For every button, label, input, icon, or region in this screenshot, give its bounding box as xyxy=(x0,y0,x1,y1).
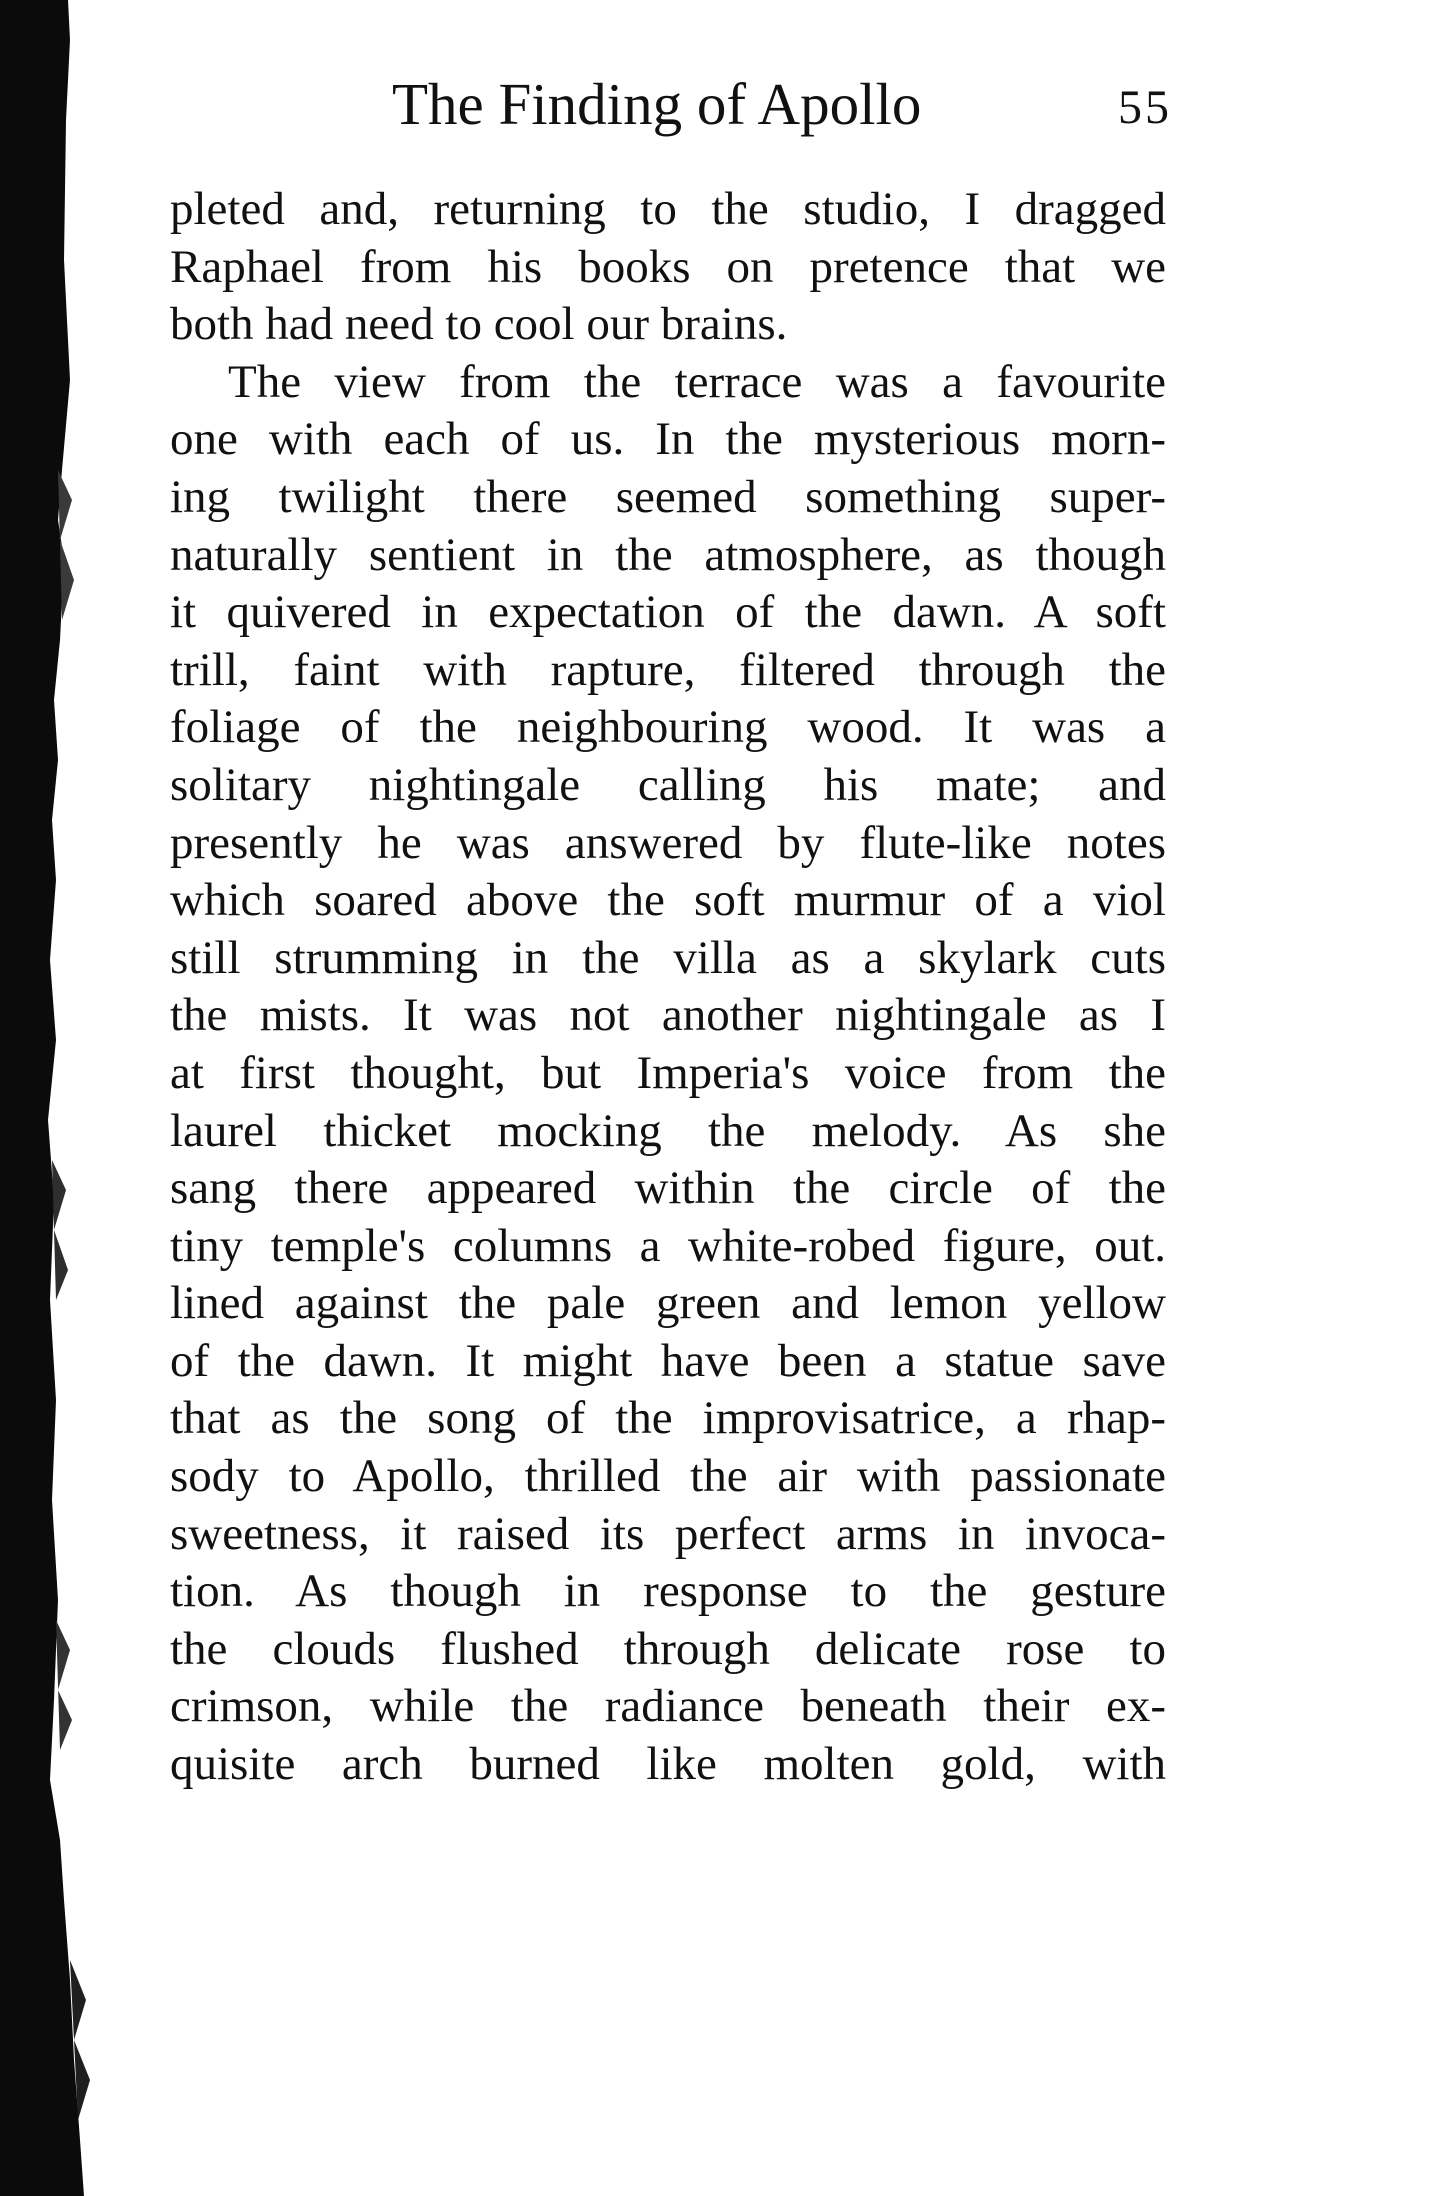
text-line: pleted and, returning to the studio, I dragged xyxy=(170,183,1166,235)
text-line: which soared above the soft murmur of a viol xyxy=(170,874,1166,927)
text-line: laurel thicket mocking the melody. As she xyxy=(170,1104,1166,1157)
running-head xyxy=(392,68,1172,140)
text-line: it quivered in expectation of the dawn. A soft xyxy=(170,586,1166,639)
text-line: sody to Apollo, thrilled the air with passionate xyxy=(170,1450,1166,1503)
running-title: The Finding of Apollo xyxy=(392,71,922,137)
text-line: the clouds flushed through delicate rose to xyxy=(170,1622,1166,1675)
text-line: naturally sentient in the atmosphere, as though xyxy=(170,528,1166,581)
text-line: one with each of us. In the mysterious morn- xyxy=(170,413,1166,466)
text-line: Raphael from his books on pretence that we xyxy=(170,240,1166,293)
text-line: ing twilight there seemed something super- xyxy=(170,470,1166,523)
binding-shadow xyxy=(0,0,100,2196)
text-line: lined against the pale green and lemon yellow xyxy=(170,1277,1166,1330)
text-line: tion. As though in response to the gesture xyxy=(170,1565,1166,1618)
text-line: foliage of the neighbouring wood. It was a xyxy=(170,701,1166,754)
text-line: at first thought, but Imperia's voice from the xyxy=(170,1046,1166,1099)
text-line: of the dawn. It might have been a statue save xyxy=(170,1334,1166,1387)
text-line: sang there appeared within the circle of the xyxy=(170,1162,1166,1215)
text-line: the mists. It was not another nightingale as I xyxy=(170,989,1166,1042)
text-line: tiny temple's columns a white-robed figure, out. xyxy=(170,1219,1166,1272)
text-line: still strumming in the villa as a skylark cuts xyxy=(170,931,1166,984)
text-line: presently he was answered by flute-like notes xyxy=(170,816,1166,869)
text-line: The view from the terrace was a favourite xyxy=(228,355,1166,408)
text-line: solitary nightingale calling his mate; and xyxy=(170,758,1166,811)
text-line: crimson, while the radiance beneath their ex- xyxy=(170,1680,1166,1733)
text-line: both had need to cool our brains. xyxy=(170,298,788,351)
text-line: trill, faint with rapture, filtered through the xyxy=(170,643,1166,696)
text-line: quisite arch burned like molten gold, with xyxy=(170,1738,1166,1791)
body-text xyxy=(170,181,1166,1794)
text-line: that as the song of the improvisatrice, a rhap- xyxy=(170,1392,1166,1445)
page-number: 55 xyxy=(1118,81,1172,134)
text-line: sweetness, it raised its perfect arms in invoca- xyxy=(170,1507,1166,1560)
